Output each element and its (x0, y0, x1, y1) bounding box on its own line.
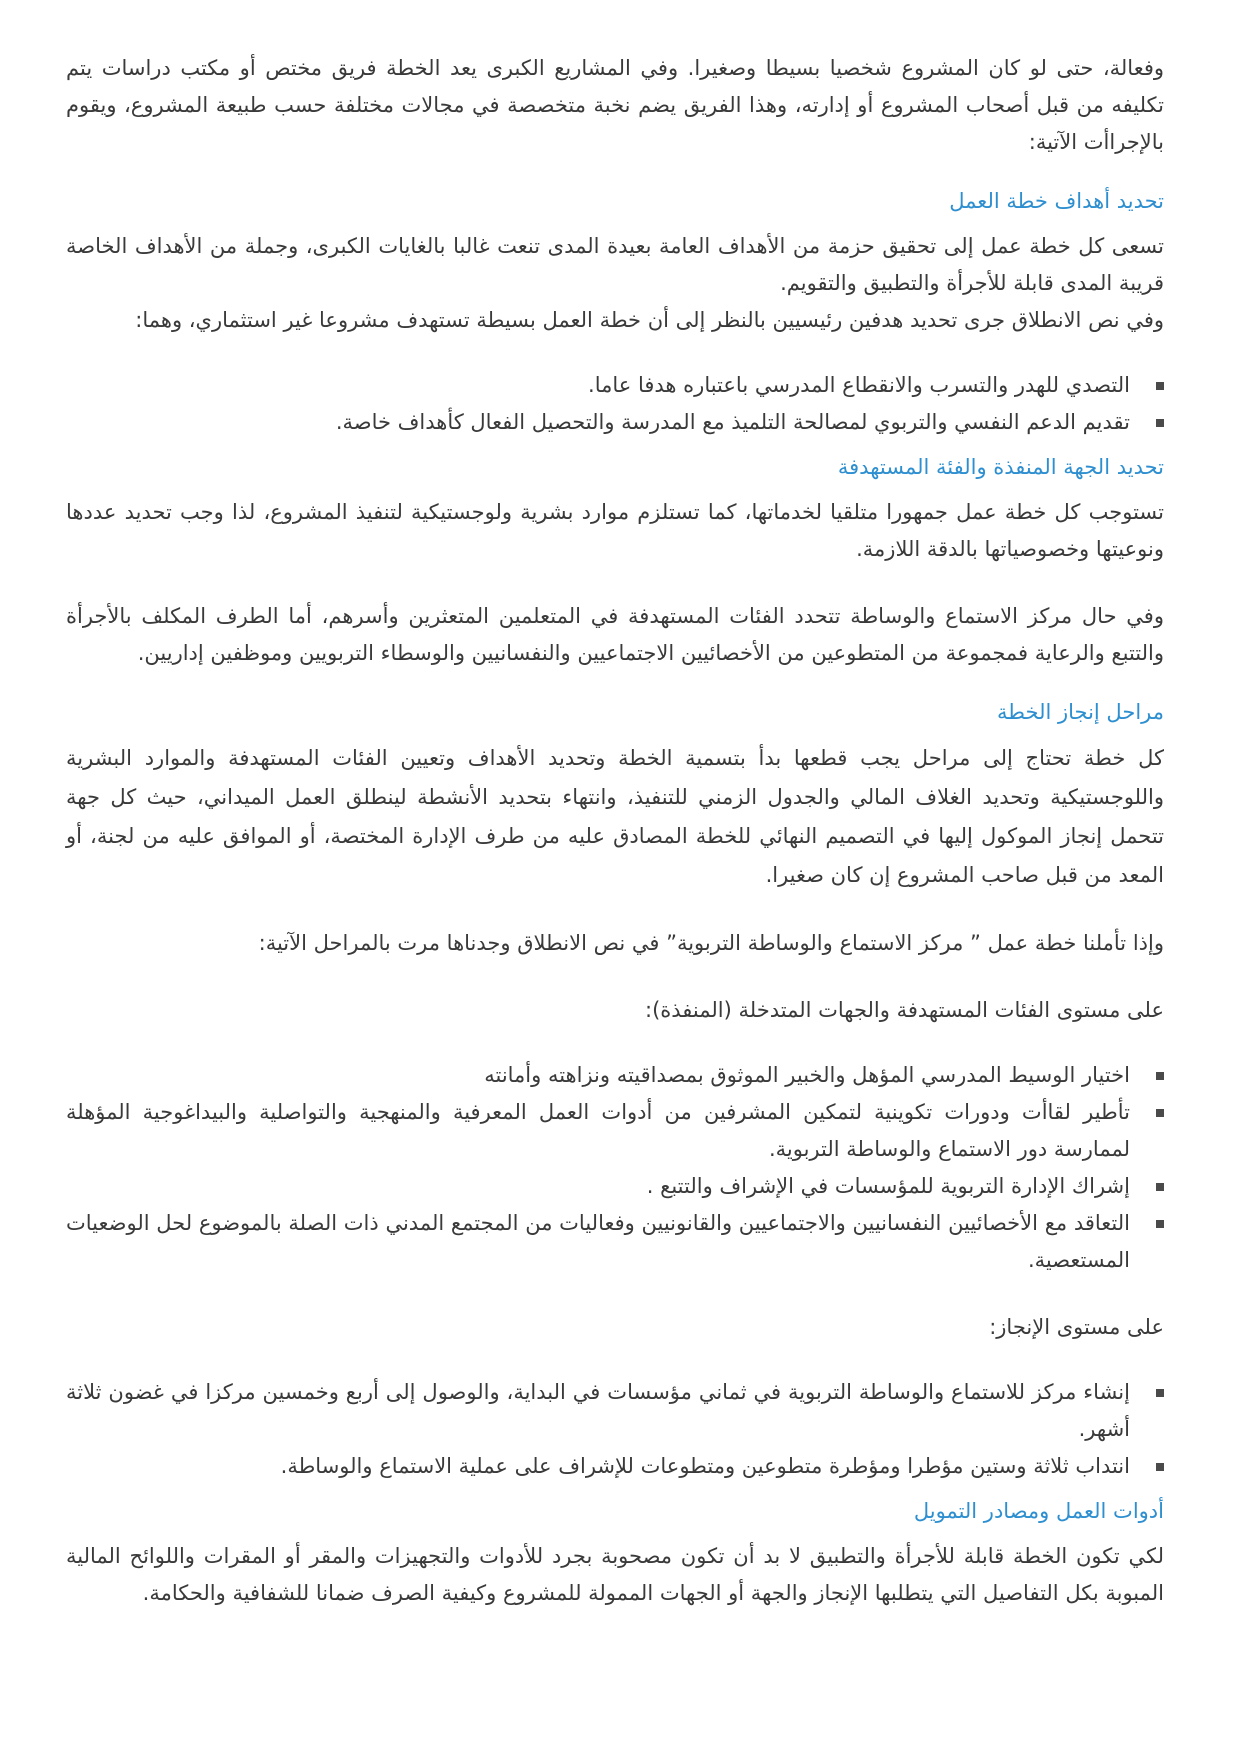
phases-bullet-list-1 (66, 1057, 1164, 1279)
list-item (66, 1057, 1164, 1094)
phases-paragraph-3: على مستوى الفئات المستهدفة والجهات المتدخلة (المنفذة): (645, 998, 1164, 1022)
list-item-text: انتداب ثلاثة وستين مؤطرا ومؤطرة متطوعين ومتطوعات للإشراف على عملية الاستماع والوساطة. (280, 1454, 1130, 1478)
square-bullet-icon (1156, 1109, 1164, 1117)
section-heading-tools: أدوات العمل ومصادر التمويل (913, 1499, 1164, 1523)
square-bullet-icon (1156, 382, 1164, 390)
square-bullet-icon (1156, 1463, 1164, 1471)
phases-paragraph-2: وإذا تأملنا خطة عمل ” مركز الاستماع والوساطة التربوية” في نص الانطلاق وجدناها مرت بالمراحل الآتية: (258, 931, 1164, 955)
list-item-text: إشراك الإدارة التربوية للمؤسسات في الإشراف والتتبع . (646, 1174, 1130, 1198)
list-item-text: إنشاء مركز للاستماع والوساطة التربوية في ثماني مؤسسات في البداية، والوصول إلى أربع وخمسين مركزا في غضون ثلاثة أشهر. (66, 1380, 1130, 1441)
list-item (66, 1448, 1164, 1485)
party-paragraph-1: تستوجب كل خطة عمل جمهورا متلقيا لخدماتها، كما تستلزم موارد بشرية ولوجستيكية لتنفيذ المشروع، لذا وجب تحديد عددها ونوعيتها وخصوصياتها بالدقة اللازمة. (66, 500, 1164, 561)
list-item-text: تقديم الدعم النفسي والتربوي لمصالحة التلميذ مع المدرسة والتحصيل الفعال كأهداف خاصة. (335, 410, 1130, 434)
list-item (66, 1374, 1164, 1448)
list-item-text: التعاقد مع الأخصائيين النفسانيين والاجتماعيين والقانونيين وفعاليات من المجتمع المدني ذات الصلة بالموضوع لحل الوضعيات المستعصية. (66, 1211, 1130, 1272)
intro-paragraph: وفعالة، حتى لو كان المشروع شخصيا بسيطا وصغيرا. وفي المشاريع الكبرى يعد الخطة فريق مختص أو مكتب دراسات يتم تكليفه من قبل أصحاب المشروع أو إدارته، وهذا الفريق يضم نخبة متخصصة في مجالات مختلفة حسب طبيعة المشروع، ويقوم بالإجراأت الآتية: (66, 56, 1164, 154)
party-paragraph-2: وفي حال مركز الاستماع والوساطة تتحدد الفئات المستهدفة في المتعلمين المتعثرين وأسرهم، أما الطرف المكلف بالأجرأة والتتبع والرعاية فمجموعة من المتطوعين من الأخصائيين الاجتماعيين والنفسانيين والوسطاء التربويين وموظفين إداريين. (66, 604, 1164, 665)
phases-paragraph-4: على مستوى الإنجاز: (989, 1315, 1164, 1339)
goals-paragraph-2: وفي نص الانطلاق جرى تحديد هدفين رئيسيين بالنظر إلى أن خطة العمل بسيطة تستهدف مشروعا غير استثماري، وهما: (135, 308, 1164, 332)
list-item-text: اختيار الوسيط المدرسي المؤهل والخبير الموثوق بمصداقيته ونزاهته وأمانته (484, 1063, 1130, 1087)
goals-paragraph-1: تسعى كل خطة عمل إلى تحقيق حزمة من الأهداف العامة بعيدة المدى تنعت غالبا بالغايات الكبرى، وجملة من الأهداف الخاصة قريبة المدى قابلة للأجرأة والتطبيق والتقويم. (66, 234, 1164, 295)
goals-bullet-list (66, 367, 1164, 441)
list-item (66, 1094, 1164, 1168)
list-item (66, 1168, 1164, 1205)
section-heading-phases: مراحل إنجاز الخطة (997, 700, 1164, 724)
square-bullet-icon (1156, 419, 1164, 427)
section-heading-party: تحديد الجهة المنفذة والفئة المستهدفة (837, 455, 1164, 479)
phases-bullet-list-2 (66, 1374, 1164, 1485)
list-item (66, 367, 1164, 404)
square-bullet-icon (1156, 1220, 1164, 1228)
list-item-text: تأطير لقاأت ودورات تكوينية لتمكين المشرفين من أدوات العمل المعرفية والمنهجية والتواصلية والبيداغوجية المؤهلة لممارسة دور الاستماع والوساطة التربوية. (66, 1100, 1130, 1161)
square-bullet-icon (1156, 1183, 1164, 1191)
tools-paragraph-1: لكي تكون الخطة قابلة للأجرأة والتطبيق لا بد أن تكون مصحوبة بجرد للأدوات والتجهيزات والمقر أو المقرات واللوائح المالية المبوبة بكل التفاصيل التي يتطلبها الإنجاز والجهة أو الجهات الممولة للمشروع وكيفية الصرف ضمانا للشفافية والحكامة. (66, 1544, 1164, 1605)
list-item (66, 404, 1164, 441)
list-item (66, 1205, 1164, 1279)
square-bullet-icon (1156, 1072, 1164, 1080)
square-bullet-icon (1156, 1389, 1164, 1397)
list-item-text: التصدي للهدر والتسرب والانقطاع المدرسي باعتباره هدفا عاما. (588, 373, 1130, 397)
phases-paragraph-1: كل خطة تحتاج إلى مراحل يجب قطعها بدأ بتسمية الخطة وتحديد الأهداف وتعيين الفئات المستهدفة والموارد البشرية واللوجستيكية وتحديد الغلاف المالي والجدول الزمني للتنفيذ، وانتهاء بتحديد الأنشطة لينطلق العمل الميداني، حيث كل جهة تتحمل إنجاز الموكول إليها في التصميم النهائي للخطة المصادق عليه من طرف الإدارة المختصة، أو الموافق عليه من لجنة، أو المعد من قبل صاحب المشروع إن كان صغيرا. (66, 746, 1164, 887)
section-heading-goals: تحديد أهداف خطة العمل (949, 189, 1164, 213)
document-body (66, 50, 1164, 1612)
